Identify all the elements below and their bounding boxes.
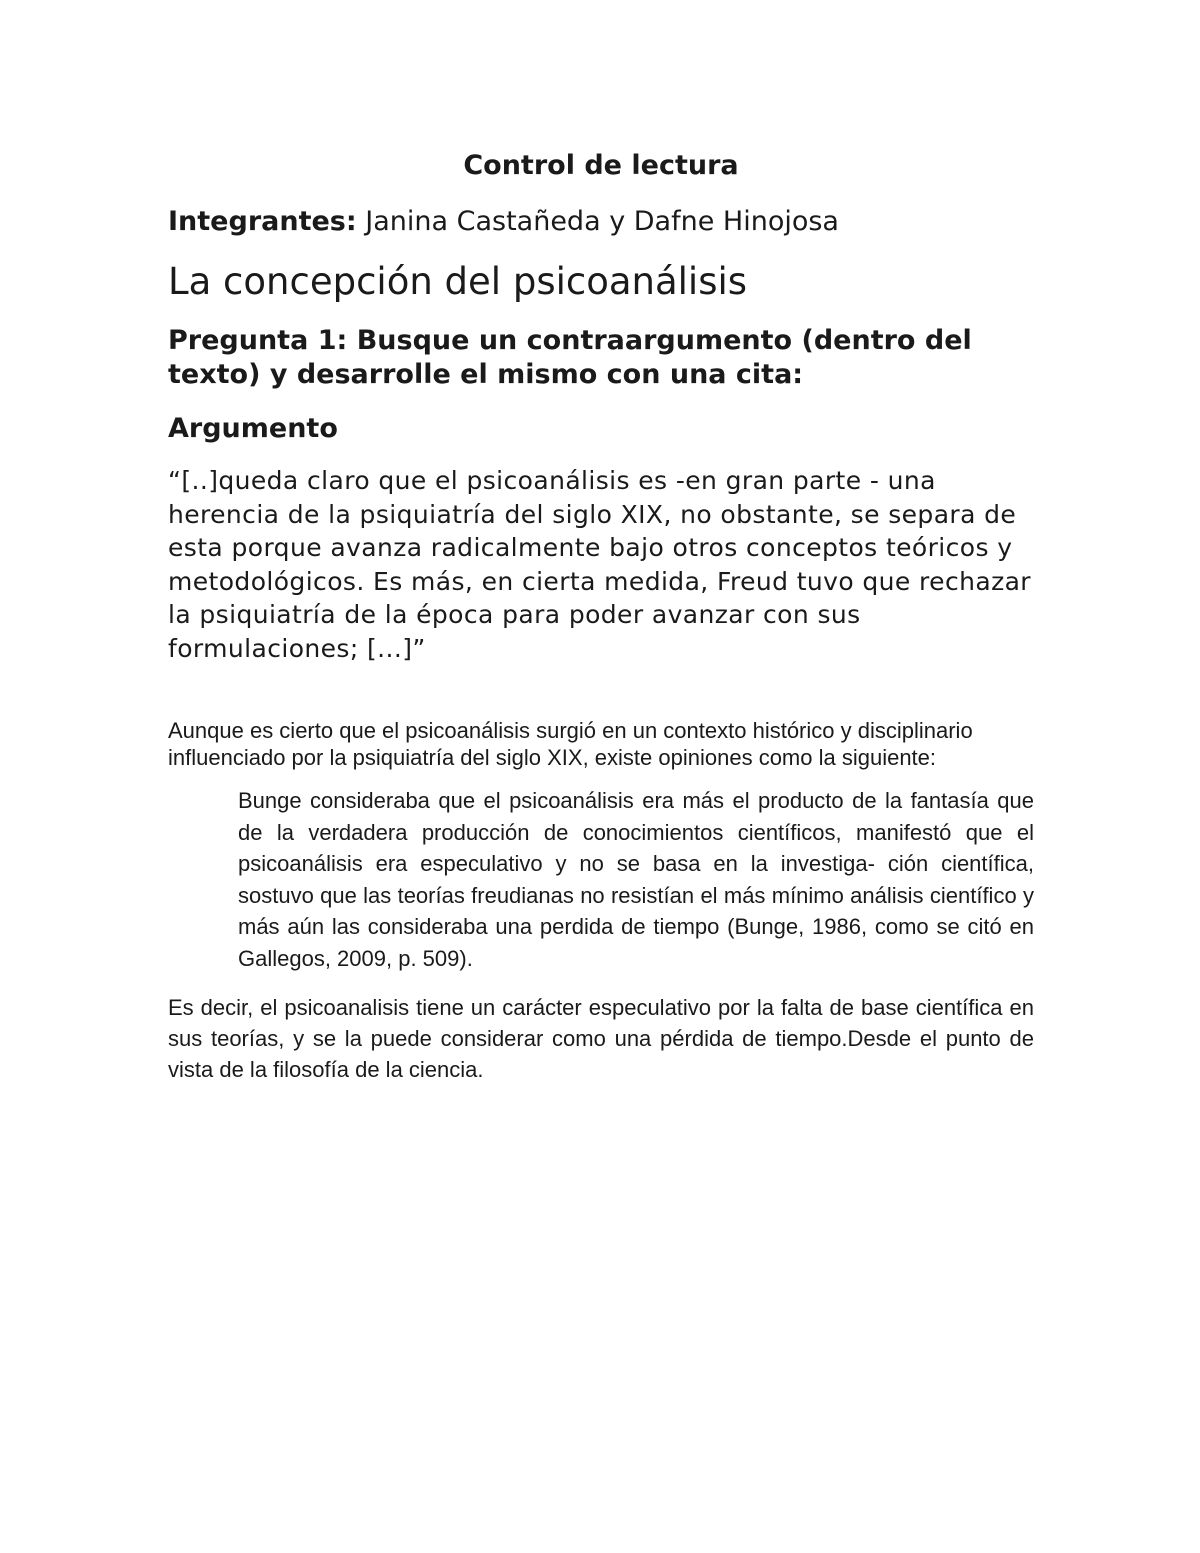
argument-quote: “[..]queda claro que el psicoanálisis es -en gran parte - una herencia de la psiquiatría del siglo XIX, no obstante, se separa de esta porque avanza radicalmente bajo otros conceptos teóricos y metodológicos. Es más, en cierta medida, Freud tuvo que rechazar la psiquiatría de la época para poder avanzar con sus formulaciones; [...]”: [168, 466, 1031, 663]
block-quote: Bunge consideraba que el psicoanálisis era más el producto de la fantasía que de la verdadera producción de conocimientos científicos, manifestó que el psicoanálisis era especulativo y no se basa en la investiga- ción científica, sostuvo que las teorías freudianas no resistían el más mínimo análisis científico y más aún las consideraba una perdida de tiempo (Bunge, 1986, como se citó en Gallegos, 2009, p. 509).: [238, 788, 1034, 971]
document-page: [168, 150, 1034, 1085]
members-names: Janina Castañeda y Dafne Hinojosa: [356, 206, 839, 237]
document-title: Control de lectura: [463, 150, 739, 181]
members-label: Integrantes:: [168, 206, 357, 237]
members-line: [168, 206, 1034, 238]
question-text: Pregunta 1: Busque un contraargumento (dentro del texto) y desarrolle el mismo con una cita:: [168, 325, 972, 390]
argument-heading: Argumento: [168, 413, 338, 444]
intro-paragraph: Aunque es cierto que el psicoanálisis surgió en un contexto histórico y disciplinario influenciado por la psiquiatría del siglo XIX, existe opiniones como la siguiente:: [168, 718, 973, 770]
conclusion-paragraph: Es decir, el psicoanalisis tiene un carácter especulativo por la falta de base científica en sus teorías, y se la puede considerar como una pérdida de tiempo.Desde el punto de vista de la filosofía de la ciencia.: [168, 995, 1034, 1082]
section-heading: La concepción del psicoanálisis: [168, 260, 748, 303]
